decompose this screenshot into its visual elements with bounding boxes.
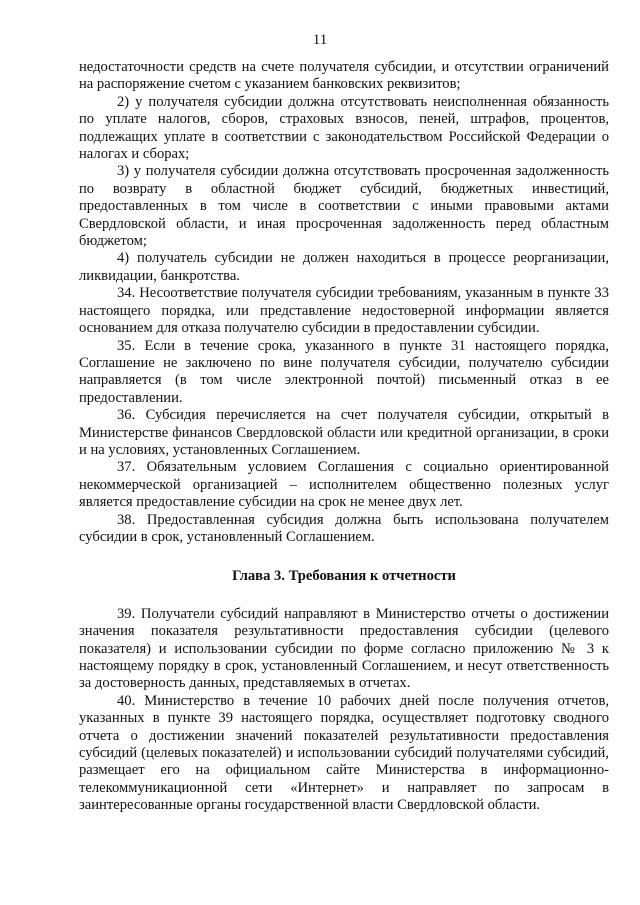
paragraph-34: 34. Несоответствие получателя субсидии требованиям, указанным в пункте 33 настоящего порядка, или представление недостоверной информации является основанием для отказа получателю субсидии в предоставлении субсидии. — [79, 285, 609, 337]
paragraph-continuation: недостаточности средств на счете получателя субсидии, и отсутствии ограничений на распоряжение счетом с указанием банковских реквизитов; — [79, 59, 609, 93]
paragraph-36: 36. Субсидия перечисляется на счет получателя субсидии, открытый в Министерстве финансов Свердловской области или кредитной организации, в сроки и на условиях, установленных Соглашением. — [79, 407, 609, 458]
paragraph-37: 37. Обязательным условием Соглашения с социально ориентированной некоммерческой организацией – исполнителем общественно полезных услуг является предоставление субсидии на срок не менее двух лет. — [79, 459, 609, 511]
paragraph-condition-2: 2) у получателя субсидии должна отсутствовать неисполненная обязанность по уплате налогов, сборов, страховых взносов, пеней, штрафов, процентов, подлежащих уплате в соответствии с законодательством Российской Федерации о налогах и сборах; — [79, 93, 609, 163]
paragraph-39: 39. Получатели субсидий направляют в Министерство отчеты о достижении значения показателя результативности предоставления субсидии (целевого показателя) и использовании субсидии по форме согласно приложению № 3 к настоящему порядку в срок, установленный Соглашением, и несут ответственность за достоверность данных, представляемых в отчетах. — [79, 605, 609, 692]
document-body — [79, 59, 609, 815]
paragraph-condition-3: 3) у получателя субсидии должна отсутствовать просроченная задолженность по возврату в областной бюджет субсидий, бюджетных инвестиций, предоставленных в том числе в соответствии с иными правовыми актами Свердловской области, и иная просроченная задолженность перед областным бюджетом; — [79, 163, 609, 250]
paragraph-40: 40. Министерство в течение 10 рабочих дней после получения отчетов, указанных в пункте 39 настоящего порядка, осуществляет подготовку сводного отчета о достижении значений показателей результативности предоставления субсидий (целевых показателей) и использовании субсидий получателями субсидий, размещает его на официальном сайте Министерства в информационно-телекоммуникационной сети «Интернет» и направляет по запросам в заинтересованные органы государственной власти Свердловской области. — [79, 692, 609, 814]
paragraph-38: 38. Предоставленная субсидия должна быть использована получателем субсидии в срок, установленный Соглашением. — [79, 511, 609, 545]
chapter-title: Глава 3. Требования к отчетности — [232, 568, 456, 585]
paragraph-35: 35. Если в течение срока, указанного в пункте 31 настоящего порядка, Соглашение не заключено по вине получателя субсидии, получателю субсидии направляется (в том числе электронной почтой) письменный отказ в ее предоставлении. — [79, 337, 609, 406]
page-number: 11 — [312, 32, 328, 48]
paragraph-condition-4: 4) получатель субсидии не должен находиться в процессе реорганизации, ликвидации, банкротства. — [79, 250, 609, 284]
